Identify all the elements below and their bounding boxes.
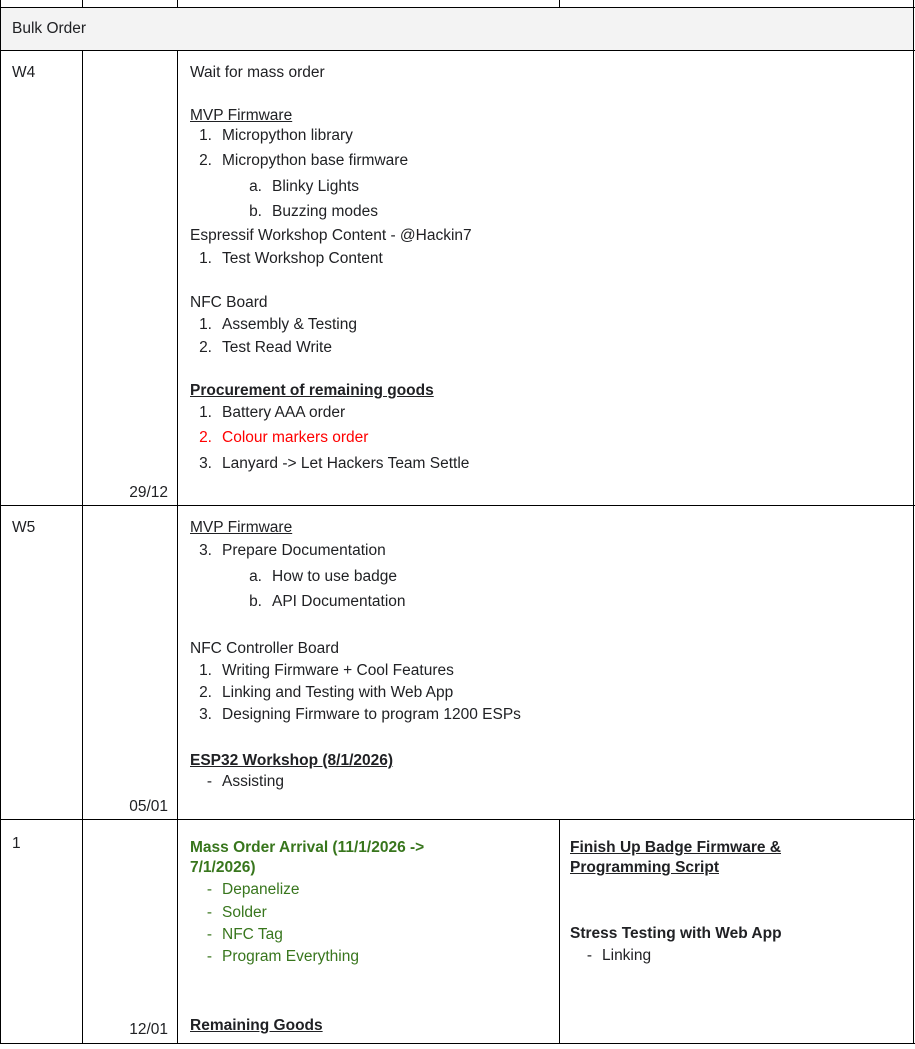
row-divider — [0, 50, 915, 51]
list-item: 3. Prepare Documentation — [199, 542, 386, 559]
finish-badge-heading-line1: Finish Up Badge Firmware & — [570, 839, 782, 856]
stress-testing-heading: Stress Testing with Web App — [570, 925, 782, 942]
col-divider — [559, 819, 560, 1044]
week-label: 1 — [12, 835, 21, 852]
week-date: 29/12 — [129, 484, 168, 501]
list-item-highlighted: 2. Colour markers order — [199, 429, 369, 446]
mass-order-heading-line1: Mass Order Arrival (11/1/2026 -> — [190, 839, 425, 856]
list-item: 1. Battery AAA order — [199, 404, 346, 421]
list-item: 2. Linking and Testing with Web App — [199, 684, 454, 701]
list-item: 2. Micropython base firmware — [199, 152, 409, 169]
col-divider — [913, 0, 914, 1044]
esp32-workshop-heading: ESP32 Workshop (8/1/2026) — [190, 752, 394, 769]
row-divider — [0, 1043, 915, 1044]
col-divider — [82, 50, 83, 1044]
mass-order-heading-line2: 7/1/2026) — [190, 859, 256, 876]
section-header-row — [0, 8, 914, 50]
week-label: W5 — [12, 519, 36, 536]
week-date: 12/01 — [129, 1021, 168, 1038]
espressif-heading: Espressif Workshop Content - @Hackin7 — [190, 227, 472, 244]
list-item: 2. Test Read Write — [199, 339, 332, 356]
list-item: - NFC Tag — [206, 926, 283, 943]
list-item: - Program Everything — [206, 948, 359, 965]
week-date: 05/01 — [129, 798, 168, 815]
list-item: - Depanelize — [206, 881, 300, 898]
col-divider — [559, 0, 560, 8]
nfc-controller-heading: NFC Controller Board — [190, 640, 340, 657]
row-divider — [0, 7, 915, 8]
mvp-firmware-heading: MVP Firmware — [190, 519, 293, 536]
list-item: - Assisting — [206, 773, 285, 790]
list-item: - Solder — [206, 904, 267, 921]
row-divider — [0, 505, 915, 506]
remaining-goods-heading: Remaining Goods — [190, 1017, 323, 1034]
nfc-board-heading: NFC Board — [190, 294, 268, 311]
intro-text: Wait for mass order — [190, 64, 325, 81]
col-divider — [177, 0, 178, 8]
list-subitem: b. Buzzing modes — [249, 203, 378, 220]
list-subitem: a. How to use badge — [249, 568, 397, 585]
section-title: Bulk Order — [12, 20, 87, 37]
list-item: 1. Micropython library — [199, 127, 353, 144]
col-divider — [0, 0, 1, 1044]
row-divider — [0, 819, 915, 820]
col-divider — [82, 0, 83, 8]
list-item: 1. Writing Firmware + Cool Features — [199, 662, 454, 679]
col-divider — [177, 50, 178, 1044]
week-label: W4 — [12, 64, 36, 81]
list-item: - Linking — [586, 947, 652, 964]
finish-badge-heading-line2: Programming Script — [570, 859, 719, 876]
list-subitem: b. API Documentation — [249, 593, 406, 610]
list-subitem: a. Blinky Lights — [249, 178, 360, 195]
list-item: 3. Lanyard -> Let Hackers Team Settle — [199, 455, 470, 472]
mvp-firmware-heading: MVP Firmware — [190, 107, 293, 124]
procurement-heading: Procurement of remaining goods — [190, 382, 434, 399]
list-item: 3. Designing Firmware to program 1200 ESPs — [199, 706, 521, 723]
list-item: 1. Test Workshop Content — [199, 250, 383, 267]
list-item: 1. Assembly & Testing — [199, 316, 357, 333]
